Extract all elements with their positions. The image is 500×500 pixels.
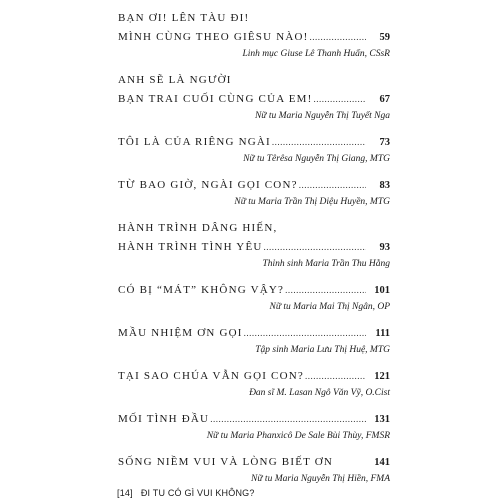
entry-author: Nữ tu Maria Mai Thị Ngân, OP xyxy=(269,302,390,312)
entry-author: Linh mục Giuse Lê Thanh Huấn, CSsR xyxy=(242,49,390,59)
entry-title-line: BẠN ƠI! LÊN TÀU ĐI! xyxy=(118,12,250,24)
dot-leader xyxy=(210,410,366,429)
entry-title: TẠI SAO CHÚA VẪN GỌI CON? xyxy=(118,370,304,382)
dot-leader xyxy=(244,324,366,343)
toc-entry xyxy=(118,324,390,359)
entry-author: Tập sinh Maria Lưu Thị Huệ, MTG xyxy=(255,345,390,355)
toc-entry xyxy=(118,281,390,316)
entry-page-number: 101 xyxy=(374,285,390,296)
entry-page-number: 111 xyxy=(375,328,390,339)
entry-title: TỪ BAO GIỜ, NGÀI GỌI CON? xyxy=(118,179,298,191)
toc-entry xyxy=(118,133,390,168)
dot-leader xyxy=(272,133,366,152)
footer-book-title: ĐI TU CÓ GÌ VUI KHÔNG? xyxy=(140,488,255,498)
entry-title: HÀNH TRÌNH TÌNH YÊU xyxy=(118,241,263,253)
dot-leader xyxy=(305,367,366,386)
entry-title-row xyxy=(118,90,390,109)
toc-entry xyxy=(118,410,390,445)
toc-entry xyxy=(118,219,390,273)
dot-leader xyxy=(264,238,366,257)
entry-title-row xyxy=(118,238,390,257)
toc-entry xyxy=(118,71,390,125)
entry-author: Thỉnh sinh Maria Trần Thu Hằng xyxy=(262,259,390,269)
entry-author: Nữ tu Maria Trần Thị Diệu Huyền, MTG xyxy=(234,197,390,207)
entry-title-row xyxy=(118,324,390,343)
entry-page-number: 141 xyxy=(374,457,390,468)
entry-page-number: 59 xyxy=(379,32,390,43)
entry-title-row xyxy=(118,28,390,47)
entry-title: CÓ BỊ “MÁT” KHÔNG VẬY? xyxy=(118,284,285,296)
entry-page-number: 73 xyxy=(379,137,390,148)
toc-entry xyxy=(118,367,390,402)
entry-title-row xyxy=(118,410,390,429)
entry-page-number: 67 xyxy=(379,94,390,105)
entry-author: Nữ tu Maria Phanxicô De Sale Bùi Thùy, FMSR xyxy=(206,431,390,441)
entry-author: Nữ tu Têrêsa Nguyễn Thị Giang, MTG xyxy=(243,154,390,164)
footer-page-number: [14] xyxy=(117,488,133,498)
entry-title: SỐNG NIỀM VUI VÀ LÒNG BIẾT ƠN xyxy=(118,456,334,468)
dot-leader xyxy=(285,281,366,300)
entry-page-number: 131 xyxy=(374,414,390,425)
entry-title-line: ANH SẼ LÀ NGƯỜI xyxy=(118,74,232,86)
entry-title-row xyxy=(118,281,390,300)
toc-entry xyxy=(118,9,390,63)
entry-title-row xyxy=(118,176,390,195)
entry-title: MÌNH CÙNG THEO GIÊSU NÀO! xyxy=(118,31,309,43)
table-of-contents xyxy=(118,9,390,496)
entry-author: Đan sĩ M. Lasan Ngô Văn Vỹ, O.Cist xyxy=(249,388,390,398)
entry-title-row xyxy=(118,367,390,386)
entry-title-line: HÀNH TRÌNH DÂNG HIẾN, xyxy=(118,222,278,234)
toc-entry xyxy=(118,453,390,488)
entry-title: BẠN TRAI CUỐI CÙNG CỦA EM! xyxy=(118,93,313,105)
running-footer xyxy=(117,488,255,498)
entry-title: MẦU NHIỆM ƠN GỌI xyxy=(118,327,243,339)
entry-author: Nữ tu Maria Nguyễn Thị Hiền, FMA xyxy=(251,474,390,484)
toc-entry xyxy=(118,176,390,211)
entry-title-row xyxy=(118,133,390,152)
dot-leader xyxy=(313,90,366,109)
entry-title: MỐI TÌNH ĐẦU xyxy=(118,413,210,425)
entry-author: Nữ tu Maria Nguyễn Thị Tuyết Nga xyxy=(254,111,390,121)
entry-page-number: 121 xyxy=(374,371,390,382)
dot-leader xyxy=(299,176,366,195)
entry-title: TÔI LÀ CỦA RIÊNG NGÀI xyxy=(118,136,271,148)
entry-title-row xyxy=(118,453,390,472)
entry-page-number: 83 xyxy=(379,180,390,191)
entry-page-number: 93 xyxy=(379,242,390,253)
dot-leader xyxy=(310,28,366,47)
